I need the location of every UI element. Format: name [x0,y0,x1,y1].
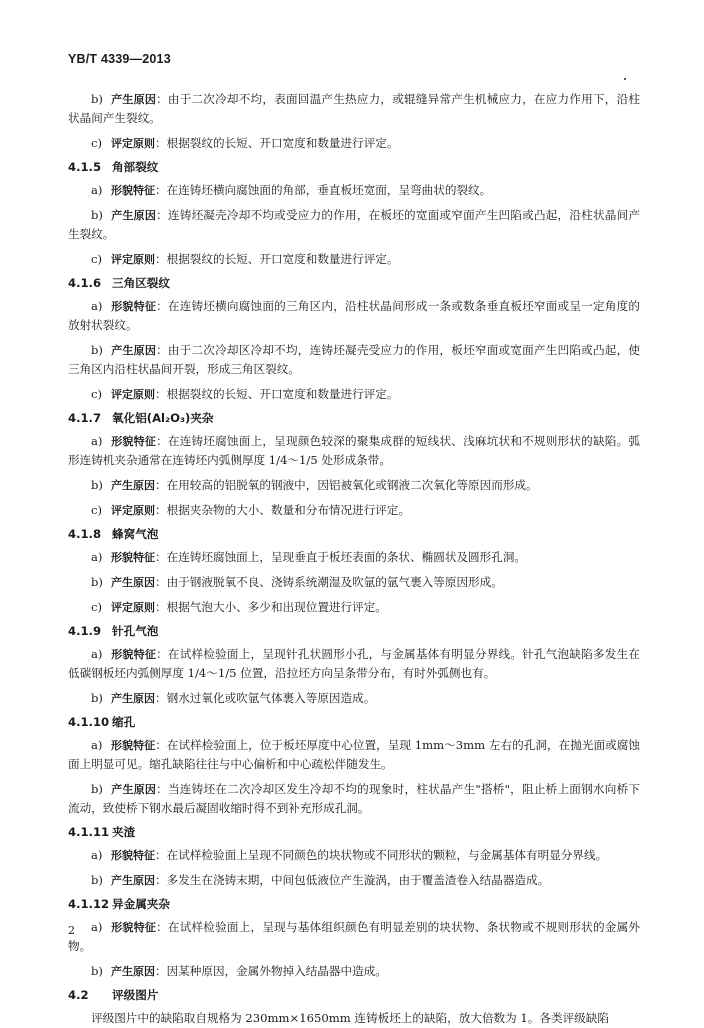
item-text: ：当连铸坯在二次冷却区发生冷却不均的现象时，柱状晶产生"搭桥"，阻止桥上面钢水向桥下流动，致使桥下钢水最后凝固收缩时得不到补充形成孔洞。 [68,782,641,815]
item-label: 评定原则 [111,137,155,150]
item-marker: b) [91,873,103,887]
item-label: 形貌特征 [111,849,155,862]
section-heading [68,275,640,291]
list-item [68,598,640,617]
item-label: 评定原则 [111,388,155,401]
item-text: ：在连铸坯横向腐蚀面的三角区内，沿柱状晶间形成一条或数条垂直板坯窄面或呈一定角度的放射状裂纹。 [68,299,640,332]
item-marker: c) [91,252,103,266]
item-label: 产生原因 [111,783,157,796]
section-title: 评级图片 [112,988,159,1002]
body-paragraph: 评级图片中的缺陷取自规格为 230mm×1650mm 连铸板坯上的缺陷，放大倍数为 1。各类评级缺陷 [91,1011,609,1025]
item-label: 形貌特征 [111,739,156,752]
list-item [68,341,640,379]
item-text: ：由于钢液脱氧不良、浇铸系统潮湿及吹氩的氩气裹入等原因形成。 [155,575,503,589]
item-marker: b) [91,343,103,357]
section-title: 夹渣 [112,825,136,839]
item-text: ：根据裂纹的长短、开口宽度和数量进行评定。 [155,252,399,266]
document-body [68,90,640,1028]
list-item [68,871,640,890]
item-label: 产生原因 [111,344,157,357]
list-item [68,297,640,335]
list-item [68,385,640,404]
section-title: 三角区裂纹 [112,276,170,290]
list-item [68,501,640,520]
item-marker: c) [91,387,103,401]
item-label: 形貌特征 [111,921,157,934]
item-text: ：在试样检验面上，位于板坯厚度中心位置，呈现 1mm～3mm 左右的孔洞，在抛光面或腐蚀面上明显可见。缩孔缺陷往往与中心偏析和中心疏松伴随发生。 [68,738,641,771]
item-label: 产生原因 [111,692,155,705]
section-heading [68,987,640,1003]
item-text: ：根据裂纹的长短、开口宽度和数量进行评定。 [155,387,399,401]
section-heading [68,526,640,542]
section-number: 4.1.7 [68,411,102,425]
item-marker: a) [91,920,103,934]
item-marker: b) [91,208,103,222]
item-text: ：钢水过氧化或吹氩气体裹入等原因造成。 [155,691,376,705]
section-number: 4.2 [68,988,89,1002]
item-marker: b) [91,964,103,978]
item-text: ：根据气泡大小、多少和出现位置进行评定。 [155,600,387,614]
list-item [68,736,640,774]
item-text: ：由于二次冷却不均，表面回温产生热应力，或辊缝异常产生机械应力，在应力作用下，沿柱状晶间产生裂纹。 [68,92,640,125]
section-title: 缩孔 [112,715,136,729]
list-item [68,548,640,567]
scan-speck [624,78,626,80]
item-text: ：在用较高的铝脱氧的钢液中，因铝被氧化或钢液二次氧化等原因而形成。 [155,478,538,492]
item-marker: c) [91,600,103,614]
section-heading [68,623,640,639]
item-text: ：多发生在浇铸末期，中间包低液位产生漩涡，由于覆盖渣卷入结晶器造成。 [155,873,550,887]
item-label: 形貌特征 [111,435,157,448]
list-item [68,432,640,470]
item-marker: b) [91,575,103,589]
section-number: 4.1.11 [68,825,110,839]
page-number: 2 [68,924,75,937]
item-text: ：在连铸坯横向腐蚀面的角部，垂直板坯宽面，呈弯曲状的裂纹。 [155,183,492,197]
item-label: 形貌特征 [111,184,155,197]
list-item [68,181,640,200]
item-marker: a) [91,848,103,862]
item-label: 产生原因 [111,965,155,978]
list-item [68,476,640,495]
item-text: ：在试样检验面上呈现不同颜色的块状物或不同形状的颗粒，与金属基体有明显分界线。 [155,848,608,862]
list-item [68,962,640,981]
standard-header: YB/T 4339—2013 [68,52,171,66]
section-heading [68,714,640,730]
section-heading [68,824,640,840]
list-item [68,918,640,956]
section-number: 4.1.6 [68,276,102,290]
item-marker: b) [91,478,103,492]
section-number: 4.1.12 [68,897,110,911]
item-marker: a) [91,550,103,564]
section-heading [68,896,640,912]
section-number: 4.1.5 [68,160,102,174]
section-number: 4.1.8 [68,527,102,541]
list-item [68,780,640,818]
list-item [68,645,640,683]
item-text: ：连铸坯凝壳冷却不均或受应力的作用，在板坯的宽面或窄面产生凹陷或凸起，沿柱状晶间产生裂纹。 [68,208,640,241]
item-label: 评定原则 [111,601,155,614]
item-marker: b) [91,92,103,106]
item-label: 产生原因 [111,93,157,106]
list-item [68,250,640,269]
item-label: 产生原因 [111,209,157,222]
item-text: ：在试样检验面上，呈现针孔状圆形小孔，与金属基体有明显分界线。针孔气泡缺陷多发生在低碳钢板坯内弧侧厚度 1/4～1/5 位置，沿拉坯方向呈条带分布，有时外弧侧也有。 [68,647,640,680]
list-item [68,134,640,153]
list-item [68,90,640,128]
section-title: 角部裂纹 [112,160,159,174]
section-title: 蜂窝气泡 [112,527,159,541]
item-marker: c) [91,503,103,517]
item-text: ：根据夹杂物的大小、数量和分布情况进行评定。 [155,503,411,517]
item-text: ：在连铸坯腐蚀面上，呈现垂直于板坯表面的条状、椭圆状及圆形孔洞。 [155,550,527,564]
section-number: 4.1.9 [68,624,102,638]
item-label: 评定原则 [111,253,155,266]
item-marker: a) [91,434,103,448]
item-label: 形貌特征 [111,551,155,564]
list-item [68,206,640,244]
list-item [68,689,640,708]
item-marker: a) [91,738,103,752]
item-text: ：因某种原因，金属外物掉入结晶器中造成。 [155,964,387,978]
item-text: ：由于二次冷却区冷却不均，连铸坯凝壳受应力的作用，板坯窄面或宽面产生凹陷或凸起，使三角区内沿柱状晶间开裂，形成三角区裂纹。 [68,343,640,376]
list-item [68,846,640,865]
item-marker: a) [91,299,103,313]
item-label: 形貌特征 [111,300,157,313]
section-heading [68,410,640,426]
item-label: 产生原因 [111,576,155,589]
item-text: ：根据裂纹的长短、开口宽度和数量进行评定。 [155,136,399,150]
item-marker: c) [91,136,103,150]
section-title: 氧化铝(Al₂O₃)夹杂 [112,411,214,425]
section-title: 针孔气泡 [112,624,159,638]
item-label: 形貌特征 [111,648,157,661]
item-label: 产生原因 [111,874,155,887]
section-title: 异金属夹杂 [112,897,170,911]
section-heading [68,159,640,175]
item-label: 评定原则 [111,504,155,517]
item-text: ：在试样检验面上，呈现与基体组织颜色有明显差别的块状物、条状物或不规则形状的金属外物。 [68,920,640,953]
item-marker: a) [91,647,103,661]
item-marker: b) [91,782,103,796]
list-item [68,573,640,592]
item-marker: b) [91,691,103,705]
item-label: 产生原因 [111,479,155,492]
item-marker: a) [91,183,103,197]
section-number: 4.1.10 [68,715,110,729]
item-text: ：在连铸坯腐蚀面上，呈现颜色较深的聚集成群的短线状、浅麻坑状和不规则形状的缺陷。弧形连铸机夹杂通常在连铸坯内弧侧厚度 1/4～1/5 处形成条带。 [68,434,640,467]
